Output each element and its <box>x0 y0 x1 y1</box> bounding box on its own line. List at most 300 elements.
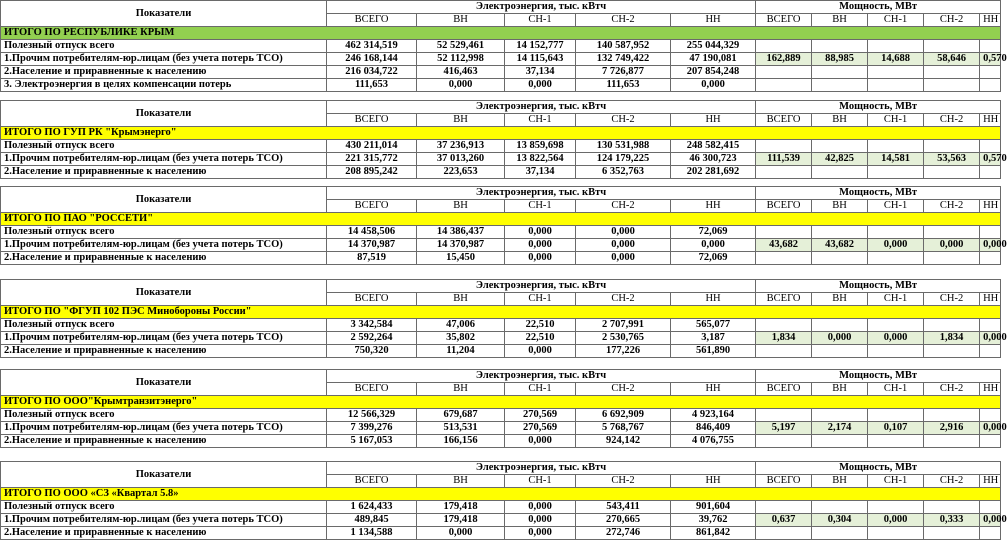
power-value-vn: 0,304 <box>812 514 868 527</box>
energy-value-vn: 0,000 <box>417 79 505 92</box>
energy-value-sn1: 0,000 <box>505 527 576 540</box>
block-title-row <box>1 488 1001 501</box>
power-value-sn2 <box>924 409 980 422</box>
power-col-vsego: ВСЕГО <box>756 14 812 27</box>
row-label: Полезный отпуск всего <box>1 501 327 514</box>
power-value-sn1 <box>868 166 924 179</box>
power-value-nn: 0,570 <box>980 153 1001 166</box>
block-title: ИТОГО ПО ГУП РК "Крымэнерго" <box>1 127 1001 140</box>
energy-col-nn: НН <box>671 200 756 213</box>
table-row <box>1 514 1001 527</box>
table-row <box>1 409 1001 422</box>
power-value-vsego <box>756 40 812 53</box>
table-row <box>1 239 1001 252</box>
power-value-sn1: 14,688 <box>868 53 924 66</box>
power-value-sn1: 0,000 <box>868 514 924 527</box>
energy-value-vn: 52 529,461 <box>417 40 505 53</box>
row-label: 3. Электроэнергия в целях компенсации потерь <box>1 79 327 92</box>
header-row <box>1 462 1001 475</box>
energy-col-sn1: СН-1 <box>505 383 576 396</box>
power-value-nn <box>980 140 1001 153</box>
power-value-vn <box>812 319 868 332</box>
energy-value-sn2: 2 707,991 <box>576 319 671 332</box>
energy-col-sn1: СН-1 <box>505 293 576 306</box>
power-value-vsego: 162,889 <box>756 53 812 66</box>
energy-col-vsego: ВСЕГО <box>327 293 417 306</box>
row-label: Полезный отпуск всего <box>1 319 327 332</box>
power-header: Мощность, МВт <box>756 187 1001 200</box>
block-title-row <box>1 213 1001 226</box>
energy-col-sn1: СН-1 <box>505 14 576 27</box>
table-row <box>1 252 1001 265</box>
energy-value-vsego: 1 624,433 <box>327 501 417 514</box>
indicator-header: Показатели <box>1 101 327 127</box>
energy-value-vsego: 7 399,276 <box>327 422 417 435</box>
indicator-header: Показатели <box>1 462 327 488</box>
power-value-sn2 <box>924 226 980 239</box>
energy-value-vsego: 87,519 <box>327 252 417 265</box>
power-value-nn <box>980 66 1001 79</box>
energy-value-vsego: 221 315,772 <box>327 153 417 166</box>
power-value-vn <box>812 501 868 514</box>
energy-value-sn1: 0,000 <box>505 252 576 265</box>
energy-value-sn2: 272,746 <box>576 527 671 540</box>
power-value-nn <box>980 166 1001 179</box>
energy-value-vsego: 14 370,987 <box>327 239 417 252</box>
power-value-sn2 <box>924 501 980 514</box>
energy-value-sn2: 7 726,877 <box>576 66 671 79</box>
power-value-vsego <box>756 319 812 332</box>
row-label: 1.Прочим потребителям-юр.лицам (без учета потерь ТСО) <box>1 514 327 527</box>
energy-value-vsego: 2 592,264 <box>327 332 417 345</box>
energy-value-sn2: 0,000 <box>576 252 671 265</box>
power-value-nn <box>980 345 1001 358</box>
block-title: ИТОГО ПО ПАО "РОССЕТИ" <box>1 213 1001 226</box>
energy-value-sn1: 13 822,564 <box>505 153 576 166</box>
energy-value-vn: 14 370,987 <box>417 239 505 252</box>
power-value-nn: 0,000 <box>980 239 1001 252</box>
power-header: Мощность, МВт <box>756 280 1001 293</box>
energy-value-nn: 0,000 <box>671 239 756 252</box>
table-row <box>1 501 1001 514</box>
energy-col-nn: НН <box>671 14 756 27</box>
energy-value-vn: 35,802 <box>417 332 505 345</box>
header-row <box>1 101 1001 114</box>
energy-value-sn2: 6 352,763 <box>576 166 671 179</box>
power-value-sn2 <box>924 66 980 79</box>
energy-value-sn2: 111,653 <box>576 79 671 92</box>
power-value-nn <box>980 527 1001 540</box>
energy-value-nn: 4 076,755 <box>671 435 756 448</box>
power-value-nn <box>980 40 1001 53</box>
table-row <box>1 345 1001 358</box>
energy-col-nn: НН <box>671 383 756 396</box>
header-row <box>1 1 1001 14</box>
power-value-sn1 <box>868 409 924 422</box>
power-value-sn1 <box>868 527 924 540</box>
energy-value-sn1: 0,000 <box>505 435 576 448</box>
indicator-header: Показатели <box>1 187 327 213</box>
power-value-sn1 <box>868 345 924 358</box>
power-value-vn <box>812 40 868 53</box>
energy-value-nn: 248 582,415 <box>671 140 756 153</box>
energy-value-nn: 846,409 <box>671 422 756 435</box>
power-value-vsego <box>756 501 812 514</box>
power-value-vn <box>812 252 868 265</box>
row-label: 1.Прочим потребителям-юр.лицам (без учета потерь ТСО) <box>1 422 327 435</box>
energy-value-nn: 39,762 <box>671 514 756 527</box>
power-value-vn <box>812 166 868 179</box>
energy-value-sn1: 14 152,777 <box>505 40 576 53</box>
report-block-3 <box>0 186 1007 265</box>
power-value-vsego: 0,637 <box>756 514 812 527</box>
energy-col-vsego: ВСЕГО <box>327 14 417 27</box>
energy-col-nn: НН <box>671 475 756 488</box>
power-col-nn: НН <box>980 114 1001 127</box>
power-value-vsego: 43,682 <box>756 239 812 252</box>
power-value-sn1 <box>868 140 924 153</box>
power-value-sn2: 58,646 <box>924 53 980 66</box>
power-value-sn2: 0,000 <box>924 239 980 252</box>
power-value-sn1 <box>868 79 924 92</box>
table-row <box>1 66 1001 79</box>
energy-header: Электроэнергия, тыс. кВтч <box>327 280 756 293</box>
energy-value-vn: 14 386,437 <box>417 226 505 239</box>
power-col-vsego: ВСЕГО <box>756 293 812 306</box>
energy-col-sn1: СН-1 <box>505 114 576 127</box>
power-value-sn2 <box>924 140 980 153</box>
energy-value-vsego: 12 566,329 <box>327 409 417 422</box>
power-value-nn <box>980 319 1001 332</box>
energy-col-vn: ВН <box>417 475 505 488</box>
energy-header: Электроэнергия, тыс. кВтч <box>327 101 756 114</box>
row-label: 2.Население и приравненные к населению <box>1 166 327 179</box>
power-col-sn1: СН-1 <box>868 383 924 396</box>
power-col-sn1: СН-1 <box>868 475 924 488</box>
row-label: Полезный отпуск всего <box>1 40 327 53</box>
energy-value-vsego: 208 895,242 <box>327 166 417 179</box>
energy-value-sn1: 0,000 <box>505 514 576 527</box>
power-col-sn2: СН-2 <box>924 114 980 127</box>
power-value-vsego: 111,539 <box>756 153 812 166</box>
power-value-vsego <box>756 435 812 448</box>
power-value-vn: 2,174 <box>812 422 868 435</box>
report-block-6 <box>0 461 1007 540</box>
energy-value-vsego: 111,653 <box>327 79 417 92</box>
block-title: ИТОГО ПО РЕСПУБЛИКЕ КРЫМ <box>1 27 1001 40</box>
power-value-vn <box>812 140 868 153</box>
power-value-nn <box>980 435 1001 448</box>
power-value-vn <box>812 527 868 540</box>
energy-value-sn2: 2 530,765 <box>576 332 671 345</box>
energy-value-sn2: 132 749,422 <box>576 53 671 66</box>
power-value-sn2 <box>924 166 980 179</box>
power-value-vsego: 5,197 <box>756 422 812 435</box>
power-value-vn <box>812 435 868 448</box>
power-value-nn <box>980 501 1001 514</box>
table-row <box>1 332 1001 345</box>
power-header: Мощность, МВт <box>756 101 1001 114</box>
energy-value-vn: 37 236,913 <box>417 140 505 153</box>
energy-col-nn: НН <box>671 293 756 306</box>
power-value-vn <box>812 409 868 422</box>
energy-col-vn: ВН <box>417 114 505 127</box>
energy-value-sn1: 13 859,698 <box>505 140 576 153</box>
power-header: Мощность, МВт <box>756 462 1001 475</box>
power-col-sn1: СН-1 <box>868 293 924 306</box>
energy-col-sn1: СН-1 <box>505 475 576 488</box>
energy-value-nn: 561,890 <box>671 345 756 358</box>
energy-value-sn1: 37,134 <box>505 66 576 79</box>
energy-header: Электроэнергия, тыс. кВтч <box>327 462 756 475</box>
energy-value-nn: 202 281,692 <box>671 166 756 179</box>
energy-value-sn2: 130 531,988 <box>576 140 671 153</box>
power-value-sn2: 2,916 <box>924 422 980 435</box>
power-header: Мощность, МВт <box>756 370 1001 383</box>
energy-value-vsego: 462 314,519 <box>327 40 417 53</box>
power-col-sn1: СН-1 <box>868 114 924 127</box>
report-block-4 <box>0 279 1007 358</box>
energy-value-nn: 72,069 <box>671 252 756 265</box>
power-value-sn2 <box>924 319 980 332</box>
table-row <box>1 166 1001 179</box>
power-value-vn <box>812 79 868 92</box>
energy-value-sn2: 924,142 <box>576 435 671 448</box>
energy-value-sn1: 270,569 <box>505 409 576 422</box>
power-value-vn: 88,985 <box>812 53 868 66</box>
power-value-sn2 <box>924 527 980 540</box>
power-value-vn: 42,825 <box>812 153 868 166</box>
energy-value-nn: 72,069 <box>671 226 756 239</box>
power-value-vsego <box>756 409 812 422</box>
table-row <box>1 422 1001 435</box>
energy-value-sn1: 0,000 <box>505 226 576 239</box>
energy-value-sn2: 5 768,767 <box>576 422 671 435</box>
indicator-header: Показатели <box>1 1 327 27</box>
power-col-sn2: СН-2 <box>924 200 980 213</box>
energy-value-sn2: 124 179,225 <box>576 153 671 166</box>
power-value-sn2 <box>924 435 980 448</box>
energy-col-sn2: СН-2 <box>576 475 671 488</box>
power-value-sn2: 53,563 <box>924 153 980 166</box>
energy-value-sn2: 543,411 <box>576 501 671 514</box>
energy-value-vn: 179,418 <box>417 501 505 514</box>
power-value-sn1 <box>868 319 924 332</box>
energy-value-sn1: 22,510 <box>505 319 576 332</box>
energy-value-nn: 565,077 <box>671 319 756 332</box>
energy-col-vsego: ВСЕГО <box>327 383 417 396</box>
power-value-vn <box>812 66 868 79</box>
row-label: 2.Население и приравненные к населению <box>1 345 327 358</box>
power-value-sn2 <box>924 345 980 358</box>
power-value-nn: 0,000 <box>980 514 1001 527</box>
power-value-vsego <box>756 252 812 265</box>
energy-value-vn: 179,418 <box>417 514 505 527</box>
energy-col-sn2: СН-2 <box>576 383 671 396</box>
block-title: ИТОГО ПО ООО «СЗ «Квартал 5.8» <box>1 488 1001 501</box>
table-row <box>1 226 1001 239</box>
energy-value-sn1: 0,000 <box>505 79 576 92</box>
row-label: 2.Население и приравненные к населению <box>1 66 327 79</box>
energy-value-nn: 901,604 <box>671 501 756 514</box>
indicator-header: Показатели <box>1 280 327 306</box>
energy-value-nn: 861,842 <box>671 527 756 540</box>
energy-value-vn: 37 013,260 <box>417 153 505 166</box>
power-value-vsego <box>756 166 812 179</box>
power-value-vsego <box>756 345 812 358</box>
power-col-nn: НН <box>980 383 1001 396</box>
power-value-vsego <box>756 140 812 153</box>
power-value-sn2: 1,834 <box>924 332 980 345</box>
report-block-2 <box>0 100 1007 179</box>
block-title-row <box>1 27 1001 40</box>
row-label: Полезный отпуск всего <box>1 140 327 153</box>
power-value-sn1 <box>868 252 924 265</box>
energy-value-sn2: 0,000 <box>576 226 671 239</box>
table-row <box>1 435 1001 448</box>
block-title: ИТОГО ПО ООО"Крымтранзитэнерго" <box>1 396 1001 409</box>
row-label: 2.Население и приравненные к населению <box>1 527 327 540</box>
row-label: 1.Прочим потребителям-юр.лицам (без учета потерь ТСО) <box>1 332 327 345</box>
energy-value-nn: 47 190,081 <box>671 53 756 66</box>
energy-col-sn2: СН-2 <box>576 114 671 127</box>
power-value-sn2 <box>924 252 980 265</box>
energy-value-nn: 4 923,164 <box>671 409 756 422</box>
power-value-sn1: 14,581 <box>868 153 924 166</box>
block-title-row <box>1 306 1001 319</box>
energy-value-vsego: 3 342,584 <box>327 319 417 332</box>
power-col-vn: ВН <box>812 14 868 27</box>
energy-value-nn: 255 044,329 <box>671 40 756 53</box>
power-value-nn: 0,570 <box>980 53 1001 66</box>
power-col-vn: ВН <box>812 475 868 488</box>
power-col-vn: ВН <box>812 200 868 213</box>
power-value-vsego <box>756 226 812 239</box>
power-col-vsego: ВСЕГО <box>756 200 812 213</box>
energy-value-sn1: 37,134 <box>505 166 576 179</box>
table-row <box>1 53 1001 66</box>
energy-value-vn: 166,156 <box>417 435 505 448</box>
energy-value-sn2: 270,665 <box>576 514 671 527</box>
power-col-sn2: СН-2 <box>924 383 980 396</box>
power-value-sn2: 0,333 <box>924 514 980 527</box>
power-col-vn: ВН <box>812 383 868 396</box>
energy-value-vsego: 14 458,506 <box>327 226 417 239</box>
energy-value-nn: 3,187 <box>671 332 756 345</box>
energy-value-vn: 416,463 <box>417 66 505 79</box>
power-value-nn: 0,000 <box>980 422 1001 435</box>
energy-value-vn: 223,653 <box>417 166 505 179</box>
power-col-nn: НН <box>980 293 1001 306</box>
energy-header: Электроэнергия, тыс. кВтч <box>327 1 756 14</box>
power-col-sn2: СН-2 <box>924 293 980 306</box>
row-label: 1.Прочим потребителям-юр.лицам (без учета потерь ТСО) <box>1 239 327 252</box>
energy-value-sn1: 0,000 <box>505 345 576 358</box>
energy-value-vsego: 489,845 <box>327 514 417 527</box>
energy-value-vsego: 5 167,053 <box>327 435 417 448</box>
energy-value-nn: 46 300,723 <box>671 153 756 166</box>
power-value-sn1: 0,000 <box>868 332 924 345</box>
power-col-nn: НН <box>980 14 1001 27</box>
block-title-row <box>1 396 1001 409</box>
power-col-sn2: СН-2 <box>924 14 980 27</box>
power-header: Мощность, МВт <box>756 1 1001 14</box>
power-value-nn: 0,000 <box>980 332 1001 345</box>
power-value-vsego <box>756 527 812 540</box>
energy-value-nn: 0,000 <box>671 79 756 92</box>
energy-value-sn1: 14 115,643 <box>505 53 576 66</box>
row-label: 1.Прочим потребителям-юр.лицам (без учета потерь ТСО) <box>1 53 327 66</box>
energy-value-vsego: 1 134,588 <box>327 527 417 540</box>
table-row <box>1 79 1001 92</box>
power-value-sn2 <box>924 40 980 53</box>
table-row <box>1 527 1001 540</box>
indicator-header: Показатели <box>1 370 327 396</box>
energy-col-vsego: ВСЕГО <box>327 475 417 488</box>
power-value-sn1: 0,107 <box>868 422 924 435</box>
energy-col-sn2: СН-2 <box>576 14 671 27</box>
energy-value-vn: 47,006 <box>417 319 505 332</box>
energy-col-vsego: ВСЕГО <box>327 114 417 127</box>
power-value-sn1 <box>868 226 924 239</box>
power-value-vn <box>812 226 868 239</box>
power-value-sn2 <box>924 79 980 92</box>
energy-value-vsego: 216 034,722 <box>327 66 417 79</box>
block-title: ИТОГО ПО "ФГУП 102 ПЭС Минобороны России" <box>1 306 1001 319</box>
power-col-sn2: СН-2 <box>924 475 980 488</box>
power-value-sn1 <box>868 66 924 79</box>
row-label: Полезный отпуск всего <box>1 226 327 239</box>
power-value-nn <box>980 79 1001 92</box>
row-label: Полезный отпуск всего <box>1 409 327 422</box>
header-row <box>1 280 1001 293</box>
energy-value-vn: 513,531 <box>417 422 505 435</box>
energy-value-sn2: 140 587,952 <box>576 40 671 53</box>
power-value-nn <box>980 409 1001 422</box>
energy-value-vn: 11,204 <box>417 345 505 358</box>
power-value-vn <box>812 345 868 358</box>
energy-value-vsego: 430 211,014 <box>327 140 417 153</box>
power-value-vsego <box>756 66 812 79</box>
power-value-vn: 0,000 <box>812 332 868 345</box>
block-title-row <box>1 127 1001 140</box>
row-label: 2.Население и приравненные к населению <box>1 435 327 448</box>
power-value-vsego <box>756 79 812 92</box>
power-col-vn: ВН <box>812 293 868 306</box>
power-value-vn: 43,682 <box>812 239 868 252</box>
power-col-vn: ВН <box>812 114 868 127</box>
energy-value-vsego: 750,320 <box>327 345 417 358</box>
power-value-sn1 <box>868 435 924 448</box>
table-row <box>1 40 1001 53</box>
report-block-1 <box>0 0 1007 92</box>
energy-value-sn1: 0,000 <box>505 501 576 514</box>
energy-value-vsego: 246 168,144 <box>327 53 417 66</box>
energy-col-vn: ВН <box>417 293 505 306</box>
power-col-sn1: СН-1 <box>868 200 924 213</box>
power-col-vsego: ВСЕГО <box>756 383 812 396</box>
energy-col-vn: ВН <box>417 383 505 396</box>
energy-value-vn: 15,450 <box>417 252 505 265</box>
energy-value-sn1: 270,569 <box>505 422 576 435</box>
power-col-vsego: ВСЕГО <box>756 475 812 488</box>
energy-header: Электроэнергия, тыс. кВтч <box>327 187 756 200</box>
energy-value-sn2: 6 692,909 <box>576 409 671 422</box>
row-label: 1.Прочим потребителям-юр.лицам (без учета потерь ТСО) <box>1 153 327 166</box>
power-col-nn: НН <box>980 200 1001 213</box>
power-value-sn1: 0,000 <box>868 239 924 252</box>
energy-col-vn: ВН <box>417 14 505 27</box>
